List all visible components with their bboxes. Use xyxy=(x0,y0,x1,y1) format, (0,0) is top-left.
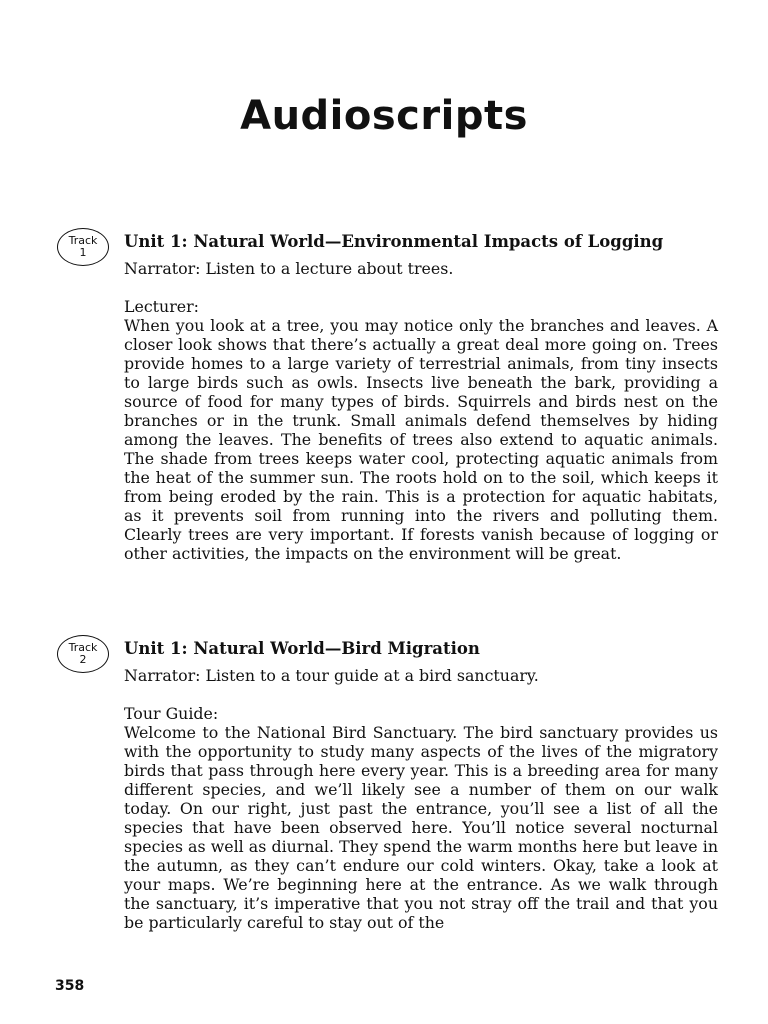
track-label: Track xyxy=(68,641,98,654)
track-2-badge xyxy=(57,635,109,673)
speaker-label: Lecturer: xyxy=(124,297,199,316)
unit-lead: Unit 1: xyxy=(124,639,194,658)
script-body: Welcome to the National Bird Sanctuary. The bird sanctuary provides us with the opportunity to study many aspects of the lives of the migratory birds that pass through here every year. This is a breeding area for many different species, and we’ll likely see a number of them on our walk today. On our right, just past the entrance, you’ll see a list of all the species that have been observed here. You’ll notice several nocturnal species as well as diurnal. They spend the warm months here but leave in the autumn, as they can’t endure our cold winters. Okay, take a look at your maps. We’re beginning here at the entrance. As we walk through the sanctuary, it’s imperative that you not stray off the trail and that you be particularly careful to stay out of the xyxy=(124,723,718,932)
page-number: 358 xyxy=(55,978,85,994)
unit-topic: Natural World—Environmental Impacts of Logging xyxy=(193,232,664,251)
track-1-badge xyxy=(57,228,109,266)
unit-lead: Unit 1: xyxy=(124,232,194,251)
section-track-1 xyxy=(124,232,718,563)
page-title: Audioscripts xyxy=(240,93,528,139)
narrator-line: Narrator: Listen to a tour guide at a bird sanctuary. xyxy=(124,666,539,685)
section-track-2 xyxy=(124,639,718,932)
speaker-label: Tour Guide: xyxy=(124,704,219,723)
track-number: 1 xyxy=(79,246,87,259)
unit-title xyxy=(124,232,718,252)
unit-title xyxy=(124,639,718,659)
unit-topic: Natural World—Bird Migration xyxy=(193,639,480,658)
track-number: 2 xyxy=(79,653,87,666)
script-body: When you look at a tree, you may notice only the branches and leaves. A closer look shows that there’s actually a great deal more going on. Trees provide homes to a large variety of terrestrial animals, from tiny insects to large birds such as owls. Insects live beneath the bark, providing a source of food for many types of birds. Squirrels and birds nest on the branches or in the trunk. Small animals defend themselves by hiding among the leaves. The benefits of trees also extend to aquatic animals. The shade from trees keeps water cool, protecting aquatic animals from the heat of the summer sun. The roots hold on to the soil, which keeps it from being eroded by the rain. This is a protection for aquatic habitats, as it prevents soil from running into the rivers and polluting them. Clearly trees are very important. If forests vanish because of logging or other activities, the impacts on the environment will be great. xyxy=(124,316,718,563)
narrator-line: Narrator: Listen to a lecture about trees. xyxy=(124,259,454,278)
track-label: Track xyxy=(68,234,98,247)
